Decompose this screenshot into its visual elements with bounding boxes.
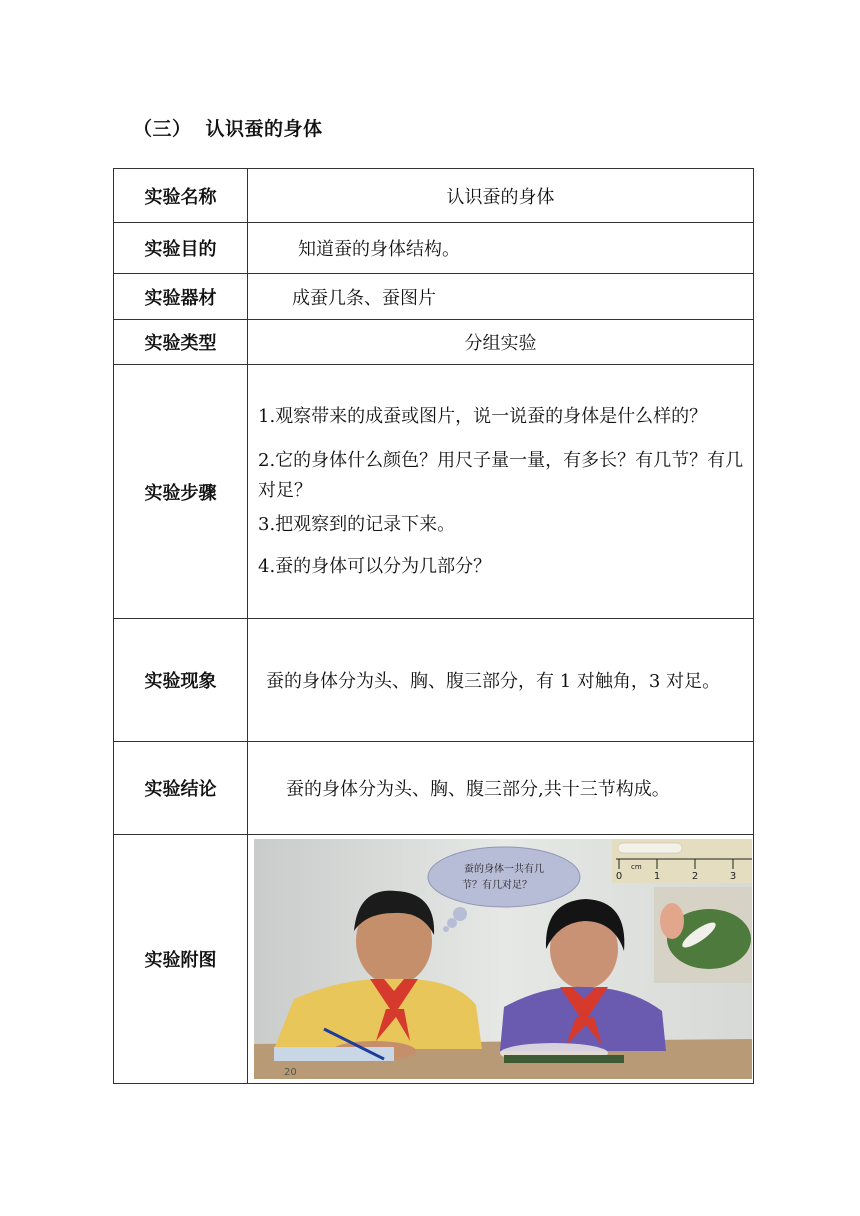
step-3: 3.把观察到的记录下来。 [258, 513, 456, 535]
label-name: 实验名称 [114, 169, 248, 223]
label-materials: 实验器材 [114, 274, 248, 320]
row-purpose [114, 223, 754, 274]
value-type: 分组实验 [248, 320, 754, 365]
step-1: 1.观察带来的成蚕或图片，说一说蚕的身体是什么样的？ [258, 405, 708, 427]
ruler-unit: cm [631, 863, 642, 871]
ruler-inset [612, 839, 752, 883]
value-phenomenon: 蚕的身体分为头、胸、腹三部分，有 1 对触角，3 对足。 [248, 619, 754, 742]
row-steps [114, 365, 754, 619]
label-steps: 实验步骤 [114, 365, 248, 619]
step-2: 2.它的身体什么颜色？用尺子量一量，有多长？有几节？有几对足？ [258, 449, 744, 501]
book-page-number: 20 [284, 1067, 297, 1078]
value-purpose: 知道蚕的身体结构。 [248, 223, 754, 274]
experiment-table [113, 168, 754, 1084]
value-conclusion: 蚕的身体分为头、胸、腹三部分,共十三节构成。 [248, 742, 754, 835]
figure-cell [248, 835, 754, 1084]
ruler-tick-3: 3 [729, 871, 737, 882]
label-type: 实验类型 [114, 320, 248, 365]
row-figure [114, 835, 754, 1084]
label-phenomenon: 实验现象 [114, 619, 248, 742]
step-4: 4.蚕的身体可以分为几部分？ [258, 555, 492, 577]
label-purpose: 实验目的 [114, 223, 248, 274]
row-type [114, 320, 754, 365]
ruler-tick-0: 0 [615, 871, 623, 882]
row-conclusion [114, 742, 754, 835]
ruler-tick-2: 2 [691, 871, 699, 882]
row-phenomenon [114, 619, 754, 742]
value-steps [248, 365, 754, 619]
row-name [114, 169, 754, 223]
section-title: 认识蚕的身体 [205, 118, 323, 140]
label-conclusion: 实验结论 [114, 742, 248, 835]
bubble-text-1: 蚕的身体一共有几 [464, 864, 544, 875]
value-materials: 成蚕几条、蚕图片 [248, 274, 754, 320]
silkworm-leaf-inset [654, 887, 752, 983]
row-materials [114, 274, 754, 320]
section-number: （三） [133, 118, 192, 140]
bubble-text-2: 节？有几对足？ [462, 880, 532, 891]
figure-photo [254, 839, 752, 1079]
section-heading [133, 114, 323, 141]
ruler-tick-1: 1 [653, 871, 661, 882]
value-name: 认识蚕的身体 [248, 169, 754, 223]
label-figure: 实验附图 [114, 835, 248, 1084]
